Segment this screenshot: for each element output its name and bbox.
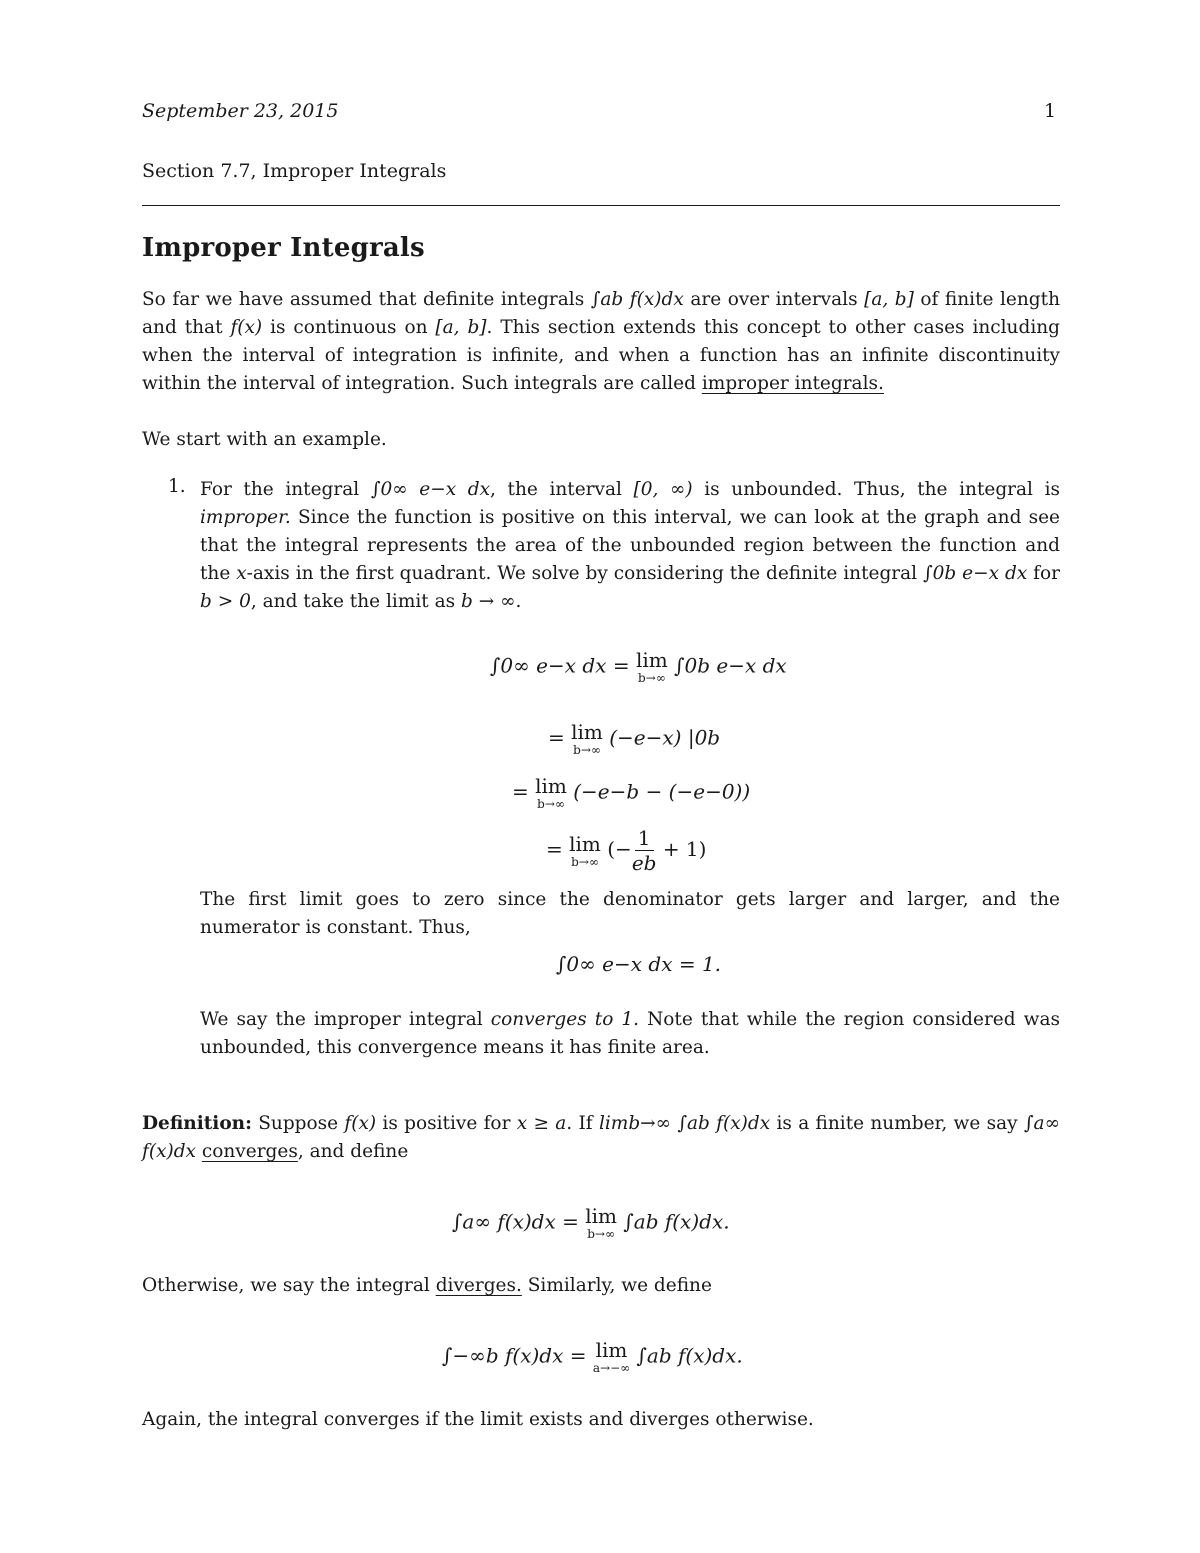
definition-label: Definition: [142,1113,252,1134]
term-improper-integrals: improper integrals. [701,373,884,394]
definition-equation-1: ∫a∞ f(x)dx = lim b→∞ ∫ab f(x)dx. [452,1204,730,1241]
otherwise-paragraph: Otherwise, we say the integral diverges. Similarly, we define [142,1275,712,1296]
page-title: Improper Integrals [142,233,425,263]
header-rule [142,205,1060,206]
term-diverges: diverges. [435,1275,522,1296]
term-converges: converges [201,1141,298,1162]
equation-result: ∫0∞ e−x dx = 1. [556,952,722,976]
equation-line-1: ∫0∞ e−x dx = lim b→∞ ∫0b e−x dx [490,648,787,685]
definition-paragraph: Definition: Suppose f(x) is positive for x ≥ a. If limb→∞ ∫ab f(x)dx is a finite number, we say ∫a∞ f(x)dx converges, and define [142,1113,1060,1162]
section-heading: Section 7.7, Improper Integrals [142,160,447,182]
example-conclusion: We say the improper integral converges to 1. Note that while the region considered was unbounded, this convergence means it has finite area. [200,1009,1060,1058]
equation-line-3: = lim b→∞ (−e−b − (−e−0)) [512,774,751,811]
example-paragraph: For the integral ∫0∞ e−x dx, the interval [0, ∞) is unbounded. Thus, the integral is improper. Since the function is positive on this interval, we can look at the graph and see that the integral represents the area of the unbounded region between the function and the x-axis in the first quadrant. We solve by considering the definite integral ∫0b e−x dx for b > 0, and take the limit as b → ∞. [200,479,1060,612]
example-lead: We start with an example. [142,429,387,450]
intro-paragraph: So far we have assumed that definite integrals ∫ab f(x)dx are over intervals [a, b] of finite length and that f(x) is continuous on [a, b]. This section extends this concept to other cases including when the interval of integration is infinite, and when a function has an infinite discontinuity within the interval of integration. Such integrals are called improper integrals. [142,289,1060,394]
equation-line-2: = lim b→∞ (−e−x) |0b [548,720,721,757]
definition-equation-2: ∫−∞b f(x)dx = lim a→−∞ ∫ab f(x)dx. [442,1338,743,1375]
equation-line-4: = lim b→∞ (− $\frac{1}{eb}$ + 1) [546,826,707,875]
list-item-number: 1. [168,476,186,497]
page-number: 1 [1044,100,1057,122]
math-inline: ∫ab f(x)dx [590,289,684,310]
closing-paragraph: Again, the integral converges if the limit exists and diverges otherwise. [142,1409,814,1430]
document-date: September 23, 2015 [142,100,339,122]
example-explanation: The first limit goes to zero since the denominator gets larger and larger, and the numerator is constant. Thus, [200,889,1060,938]
